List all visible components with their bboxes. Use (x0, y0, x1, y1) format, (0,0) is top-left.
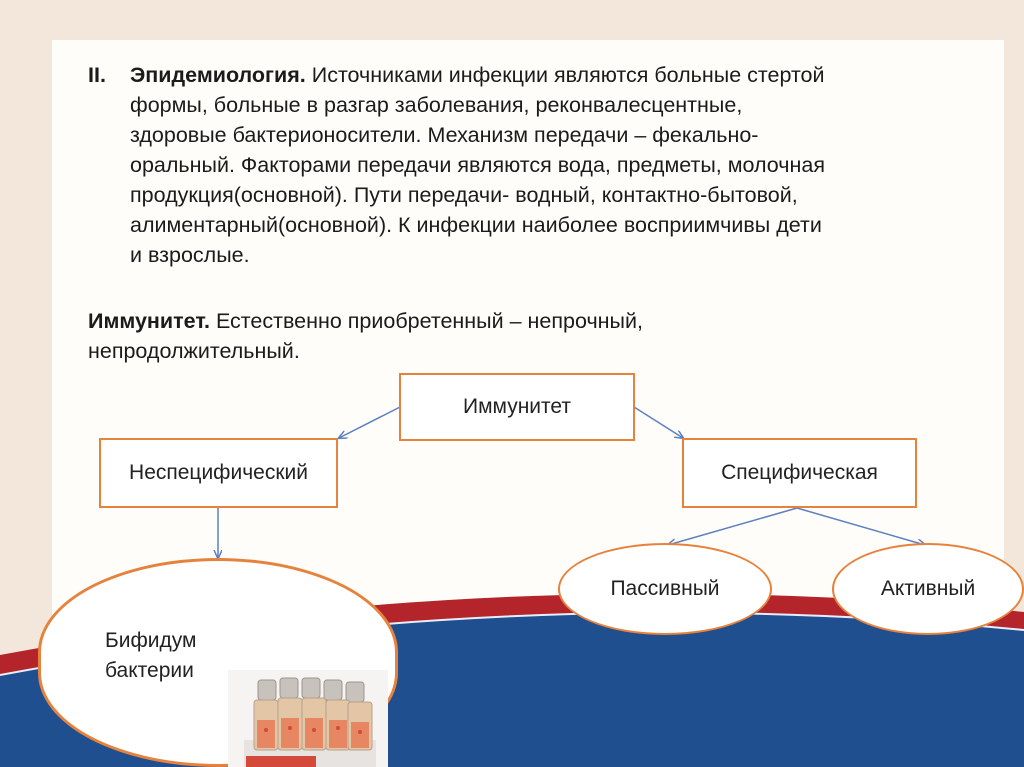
section-numeral: II. (88, 63, 106, 87)
bifidum-text (105, 626, 196, 686)
vials-photo (228, 670, 388, 767)
immunity-root-label: Иммунитет (462, 395, 571, 418)
immunity-root-box (399, 373, 635, 441)
arrow-specific-to-active (797, 508, 925, 545)
active-oval (832, 543, 1024, 635)
epidemiology-line: оральный. Факторами передачи являются вода, предметы, молочная (130, 153, 825, 177)
specific-box (682, 438, 917, 508)
active-label: Активный (880, 577, 976, 600)
bifidum-line-1: Бифидум (105, 628, 197, 652)
specific-label: Специфическая (721, 461, 878, 484)
immunity-line-2: непродолжительный. (88, 339, 300, 363)
epidemiology-line-1: Источниками инфекции являются больные стертой (311, 63, 825, 87)
epidemiology-line: алиментарный(основной). К инфекции наиболее восприимчивы дети (130, 213, 822, 237)
nonspecific-label: Неспецифический (129, 461, 308, 484)
epidemiology-line: формы, больные в разгар заболевания, реконвалесцентные, (130, 93, 743, 117)
nonspecific-box (99, 438, 338, 508)
immunity-heading: Иммунитет. (88, 309, 210, 333)
epidemiology-line: здоровые бактерионосители. Механизм передачи – фекально- (130, 123, 759, 147)
passive-oval (558, 543, 772, 635)
bifidum-line-2: бактерии (105, 658, 194, 682)
immunity-line-1: Естественно приобретенный – непрочный, (215, 309, 643, 333)
epidemiology-heading: Эпидемиология. (130, 63, 306, 87)
arrow-root-to-specific (634, 407, 683, 438)
epidemiology-line: и взрослые. (130, 243, 250, 267)
arrow-specific-to-passive (668, 508, 797, 545)
arrow-root-to-nonspecific (339, 407, 400, 438)
epidemiology-line: продукция(основной). Пути передачи- водный, контактно-бытовой, (130, 183, 798, 207)
passive-label: Пассивный (610, 577, 720, 600)
